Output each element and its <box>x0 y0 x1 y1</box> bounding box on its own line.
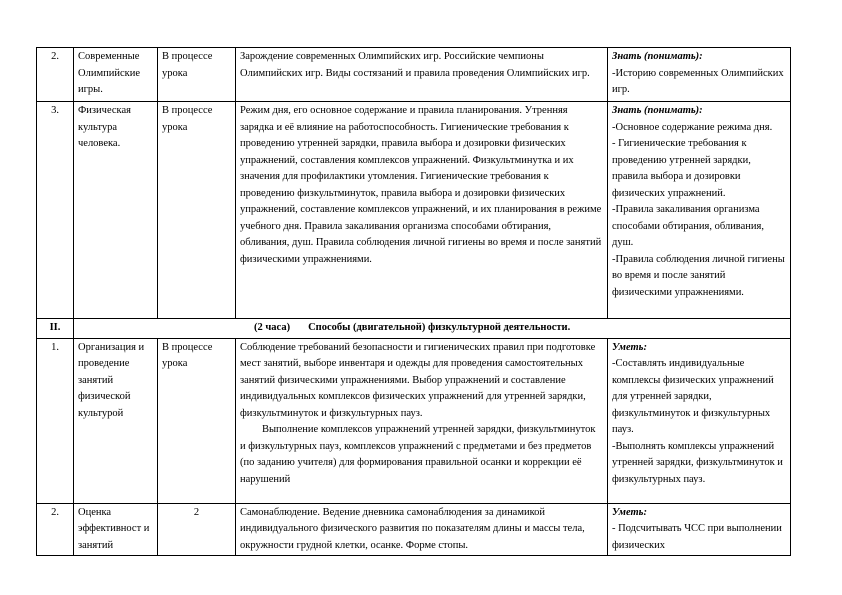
section-title-cell <box>74 319 791 339</box>
table-row <box>37 503 791 556</box>
table-row <box>37 48 791 102</box>
section-number: II. <box>37 319 74 339</box>
row-number: 2. <box>37 48 74 102</box>
table-row <box>37 338 791 503</box>
content-paragraph: Выполнение комплексов упражнений утренней зарядки, физкультминуток и физкультурных пауз, комплексов упражнений с предметами и без предметов (по заданию учителя) для формирования правильной осанки и коррекции её нарушений <box>240 424 596 485</box>
section-hours: (2 часа) <box>254 322 291 333</box>
row-number: 3. <box>37 102 74 319</box>
row-goals <box>608 338 791 503</box>
lesson-plan-table <box>36 47 791 556</box>
row-hours: В процессе урока <box>158 102 236 319</box>
row-topic: Физическая культура человека. <box>74 102 158 319</box>
row-goals <box>608 102 791 319</box>
goal-heading: Знать (понимать): <box>612 105 703 116</box>
section-title: Способы (двигательной) физкультурной деятельности. <box>308 322 571 333</box>
goal-heading: Уметь: <box>612 506 647 518</box>
goal-item: - Гигиенические требования к проведению утренней зарядки, правила выбора и дозировки физических упражнений. <box>612 138 751 199</box>
goal-item: -Правила соблюдения личной гигиены во время и после занятий физическими упражнениями. <box>612 253 785 298</box>
table-row <box>37 102 791 319</box>
row-content <box>236 338 608 503</box>
row-goals <box>608 503 791 556</box>
content-paragraph: Соблюдение требований безопасности и гигиенических правил при подготовке мест занятий, выборе инвентаря и одежды для проведения самостоятельных занятий физическими упражнениями. Выбор упражнений и составление индивидуальных комплексов физических упражнений для утренней зарядки, физкультминуток и физкультурных пауз. <box>240 341 596 419</box>
row-content: Режим дня, его основное содержание и правила планирования. Утренняя зарядка и её влияние на работоспособность. Гигиенические требования к проведению утренней зарядки, правила выбора и дозировки физических упражнений, составления комплексов упражнений. Физкультминутка и их значения для профилактики утомления. Гигиенические требования к проведению физкультминуток, правила выбора и дозировки физических упражнений, составление комплексов упражнений, и их планирования в режиме учебного дня. Правила закаливания организма способами обтирания, обливания, душ. Правила соблюдения личной гигиены во время и после занятий физическими упражнениями. <box>236 102 608 319</box>
goal-heading: Знать (понимать): <box>612 51 703 62</box>
row-topic: Современные Олимпийские игры. <box>74 48 158 102</box>
goal-item: -Составлять индивидуальные комплексы физических упражнений для утренней зарядки, физкультминуток и физкультурных пауз. <box>612 358 774 435</box>
goal-item: -Историю современных Олимпийских игр. <box>612 67 784 95</box>
row-number: 2. <box>37 503 74 556</box>
row-hours: В процессе урока <box>158 338 236 503</box>
row-content: Самонаблюдение. Ведение дневника самонаблюдения за динамикой индивидуального физического развития по показателям длины и массы тела, окружности грудной клетки, осанке. Форме стопы. <box>236 503 608 556</box>
goal-item: -Правила закаливания организма способами обтирания, обливания, душ. <box>612 204 764 248</box>
goal-item: - Подсчитывать ЧСС при выполнении физических <box>612 523 782 551</box>
row-number: 1. <box>37 338 74 503</box>
goal-item: -Выполнять комплексы упражнений утренней зарядки, физкультминуток и физкультурных пауз. <box>612 440 783 485</box>
row-goals <box>608 48 791 102</box>
section-header-row <box>37 319 791 339</box>
row-topic: Организация и проведение занятий физической культурой <box>74 338 158 503</box>
row-hours: В процессе урока <box>158 48 236 102</box>
goal-heading: Уметь: <box>612 341 647 353</box>
row-topic: Оценка эффективност и занятий <box>74 503 158 556</box>
goal-item: -Основное содержание режима дня. <box>612 121 773 133</box>
row-hours: 2 <box>158 503 236 556</box>
row-content: Зарождение современных Олимпийских игр. Российские чемпионы Олимпийских игр. Виды состязаний и правила проведения Олимпийских игр. <box>236 48 608 102</box>
